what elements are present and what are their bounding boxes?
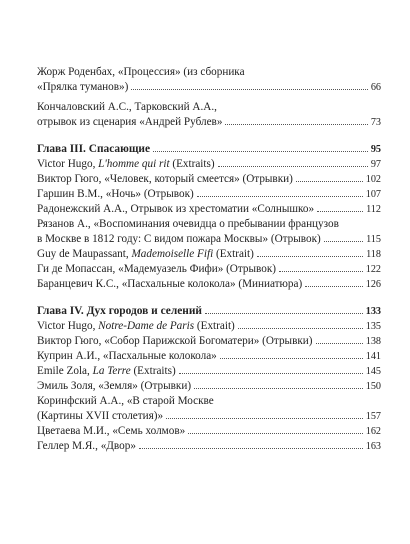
toc-entry-text: Виктор Гюго, «Человек, который смеется» (Отрывки) bbox=[37, 173, 293, 185]
leader-dots bbox=[220, 358, 363, 359]
toc-entry bbox=[37, 100, 381, 130]
toc-page-number: 126 bbox=[365, 279, 381, 290]
toc-entry-text: Ги де Мопассан, «Мадемуазель Фифи» (Отрывок) bbox=[37, 263, 276, 275]
leader-dots bbox=[305, 286, 363, 287]
toc-entry-text: в Москве в 1812 году: С видом пожара Москвы» (Отрывок) bbox=[37, 233, 321, 245]
leader-dots bbox=[179, 373, 363, 374]
toc-entry bbox=[37, 439, 381, 454]
leader-dots bbox=[324, 241, 363, 242]
toc-page-number: 122 bbox=[365, 264, 381, 275]
chapter-heading bbox=[37, 142, 381, 157]
toc-page-number: 66 bbox=[370, 82, 381, 93]
toc-page-number: 163 bbox=[365, 441, 381, 452]
toc-page-number: 115 bbox=[366, 234, 381, 245]
toc-entry-text: Гаршин В.М., «Ночь» (Отрывок) bbox=[37, 188, 194, 200]
leader-dots bbox=[316, 343, 363, 344]
toc-entry bbox=[37, 247, 381, 262]
leader-dots bbox=[153, 151, 368, 152]
toc-page-number: 95 bbox=[370, 144, 381, 155]
toc-page-number: 145 bbox=[365, 366, 381, 377]
toc-entry-text: Emile Zola, La Terre (Extraits) bbox=[37, 365, 176, 377]
chapter-heading bbox=[37, 304, 381, 319]
leader-dots bbox=[197, 196, 363, 197]
toc-entry bbox=[37, 424, 381, 439]
chapter-title: Глава IV. Дух городов и селений bbox=[37, 305, 202, 317]
toc-page-number: 157 bbox=[365, 411, 381, 422]
toc-entry-text: Victor Hugo, L'homme qui rit (Extraits) bbox=[37, 158, 215, 170]
toc-entry bbox=[37, 364, 381, 379]
toc-page-number: 150 bbox=[365, 381, 381, 392]
leader-dots bbox=[194, 388, 363, 389]
toc-page-number: 102 bbox=[365, 174, 381, 185]
toc-entry-text: Баранцевич К.С., «Пасхальные колокола» (Миниатюра) bbox=[37, 278, 303, 290]
toc-entry bbox=[37, 202, 381, 217]
toc-entry bbox=[37, 262, 381, 277]
toc-entry-text: Геллер М.Я., «Двор» bbox=[37, 440, 136, 452]
toc-entry bbox=[37, 157, 381, 172]
toc-page-number: 118 bbox=[366, 249, 381, 260]
toc-page-number: 107 bbox=[365, 189, 381, 200]
leader-dots bbox=[205, 313, 363, 314]
toc-page-number: 112 bbox=[366, 204, 381, 215]
leader-dots bbox=[238, 328, 363, 329]
leader-dots bbox=[257, 256, 363, 257]
toc-entry bbox=[37, 394, 381, 424]
toc-page-number: 97 bbox=[370, 159, 381, 170]
leader-dots bbox=[188, 433, 363, 434]
toc-entry bbox=[37, 349, 381, 364]
toc-entry-text: Кончаловский А.С., Тарковский А.А., bbox=[37, 101, 217, 113]
toc-entry-text: Жорж Роденбах, «Процессия» (из сборника bbox=[37, 66, 245, 78]
toc-entry bbox=[37, 319, 381, 334]
toc-page-number: 138 bbox=[365, 336, 381, 347]
toc-entry-text: Рязанов А., «Воспоминания очевидца о пребывании французов bbox=[37, 218, 339, 230]
toc-page-number: 73 bbox=[370, 117, 381, 128]
toc-page-number: 141 bbox=[365, 351, 381, 362]
leader-dots bbox=[131, 89, 367, 90]
toc-entry-text: отрывок из сценария «Андрей Рублев» bbox=[37, 116, 223, 128]
toc-entry bbox=[37, 217, 381, 247]
leader-dots bbox=[279, 271, 363, 272]
toc-entry-text: «Прялка туманов») bbox=[37, 81, 129, 93]
toc-entry-text: Коринфский А.А., «В старой Москве bbox=[37, 395, 214, 407]
leader-dots bbox=[296, 181, 363, 182]
table-of-contents bbox=[37, 65, 381, 454]
toc-entry-text: Радонежский А.А., Отрывок из хрестоматии «Солнышко» bbox=[37, 203, 315, 215]
toc-entry bbox=[37, 277, 381, 292]
leader-dots bbox=[225, 124, 367, 125]
toc-page-number: 135 bbox=[365, 321, 381, 332]
toc-entry-text: Victor Hugo, Notre-Dame de Paris (Extrait) bbox=[37, 320, 235, 332]
toc-entry-text: (Картины XVII столетия)» bbox=[37, 410, 164, 422]
leader-dots bbox=[218, 166, 368, 167]
leader-dots bbox=[317, 211, 363, 212]
leader-dots bbox=[139, 448, 363, 449]
toc-entry bbox=[37, 65, 381, 95]
toc-entry-text: Виктор Гюго, «Собор Парижской Богоматери» (Отрывки) bbox=[37, 335, 313, 347]
toc-entry bbox=[37, 187, 381, 202]
toc-entry-text: Guy de Maupassant, Mademoiselle Fifi (Extrait) bbox=[37, 248, 254, 260]
toc-entry-text: Цветаева М.И., «Семь холмов» bbox=[37, 425, 186, 437]
chapter-title: Глава III. Спасающие bbox=[37, 143, 151, 155]
toc-entry-text: Куприн А.И., «Пасхальные колокола» bbox=[37, 350, 217, 362]
toc-entry bbox=[37, 334, 381, 349]
toc-page-number: 162 bbox=[365, 426, 381, 437]
leader-dots bbox=[166, 418, 363, 419]
toc-entry bbox=[37, 379, 381, 394]
toc-entry-text: Эмиль Золя, «Земля» (Отрывки) bbox=[37, 380, 192, 392]
toc-entry bbox=[37, 172, 381, 187]
toc-page-number: 133 bbox=[365, 306, 381, 317]
